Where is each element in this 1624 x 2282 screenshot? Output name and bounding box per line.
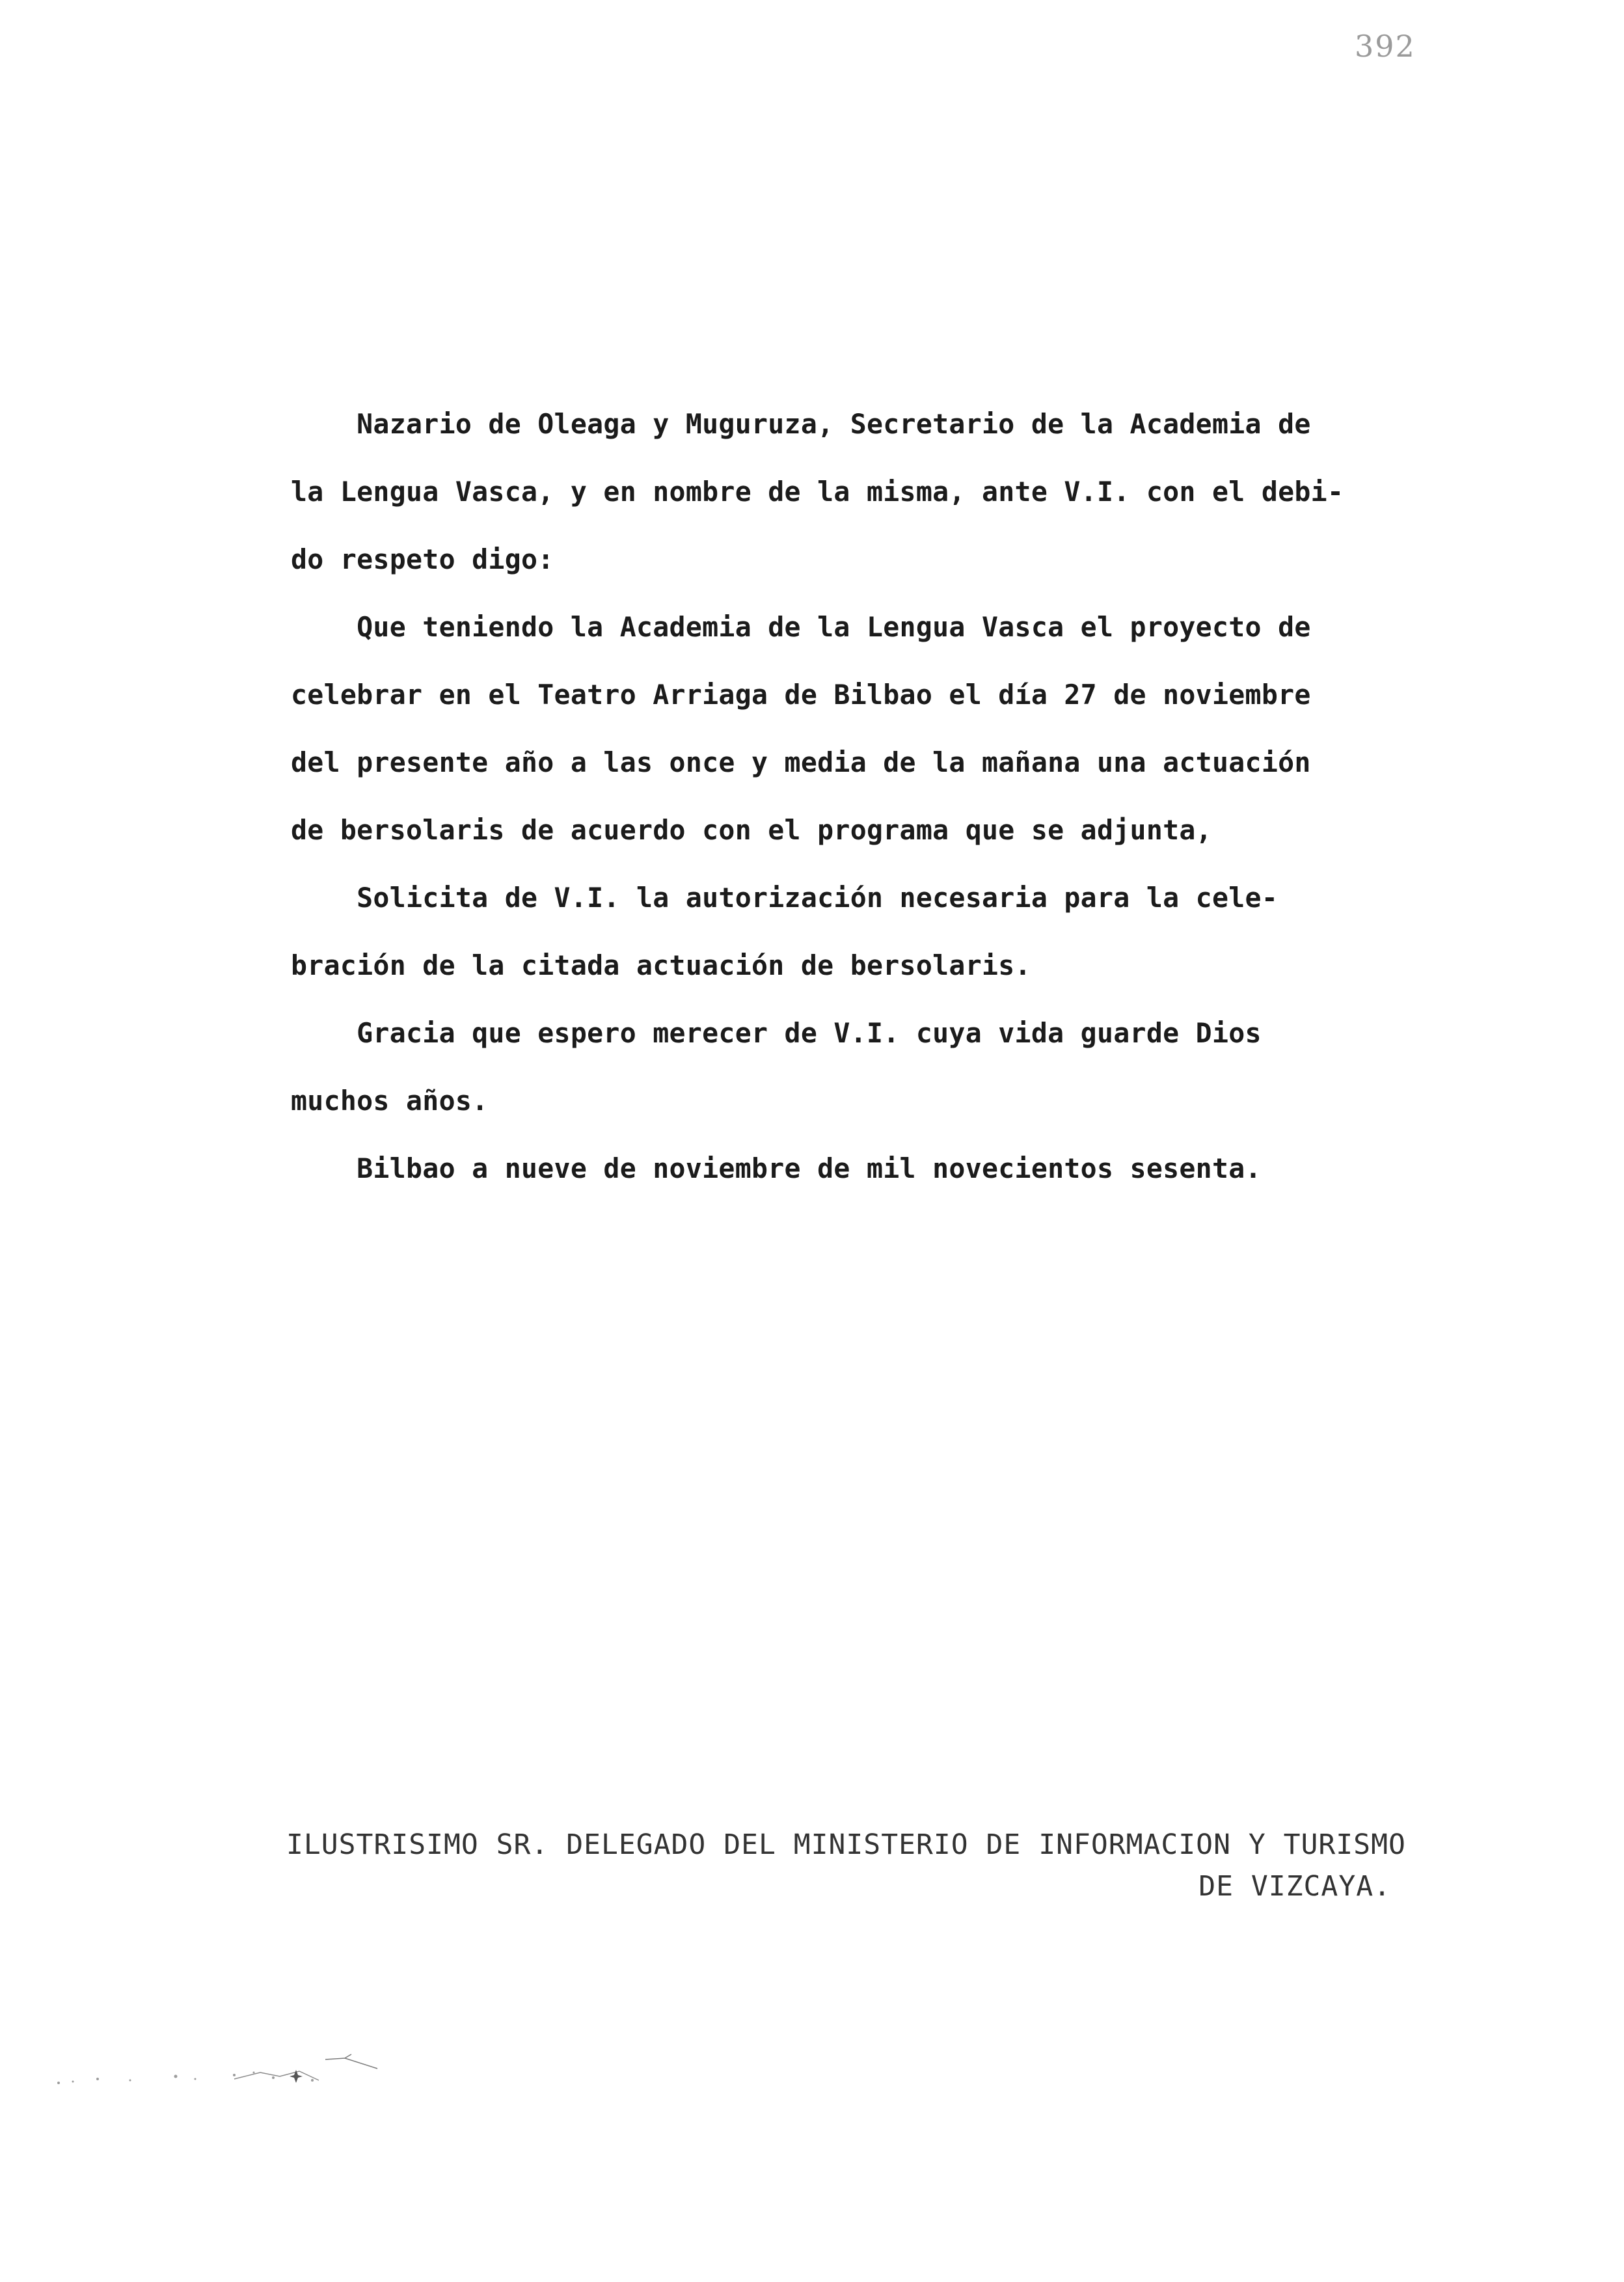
body-line: Que teniendo la Academia de la Lengua Vasca el proyecto de [291,611,1311,643]
body-line: do respeto digo: [291,543,554,575]
body-line: Nazario de Oleaga y Muguruza, Secretario de la Academia de [291,408,1311,440]
addressee-line-1: ILUSTRISIMO SR. DELEGADO DEL MINISTERIO DE INFORMACION Y TURISMO [286,1828,1406,1861]
body-line: de bersolaris de acuerdo con el programa que se adjunta, [291,814,1212,846]
scan-smudge [39,2046,403,2099]
body-line: Gracia que espero merecer de V.I. cuya vida guarde Dios [291,1017,1262,1049]
body-line: del presente año a las once y media de la mañana una actuación [291,746,1311,778]
letter-body [291,390,1550,1202]
body-line: muchos años. [291,1085,489,1117]
page-number: 392 [1355,29,1416,64]
body-line: la Lengua Vasca, y en nombre de la misma, ante V.I. con el debi- [291,476,1344,508]
body-line: celebrar en el Teatro Arriaga de Bilbao el día 27 de noviembre [291,679,1311,711]
body-line: Bilbao a nueve de noviembre de mil novecientos sesenta. [291,1152,1262,1184]
body-line: bración de la citada actuación de bersolaris. [291,949,1031,981]
body-line: Solicita de V.I. la autorización necesaria para la cele- [291,882,1279,914]
addressee-line-2: DE VIZCAYA. [1198,1870,1391,1903]
addressee-block [286,1825,1542,1908]
